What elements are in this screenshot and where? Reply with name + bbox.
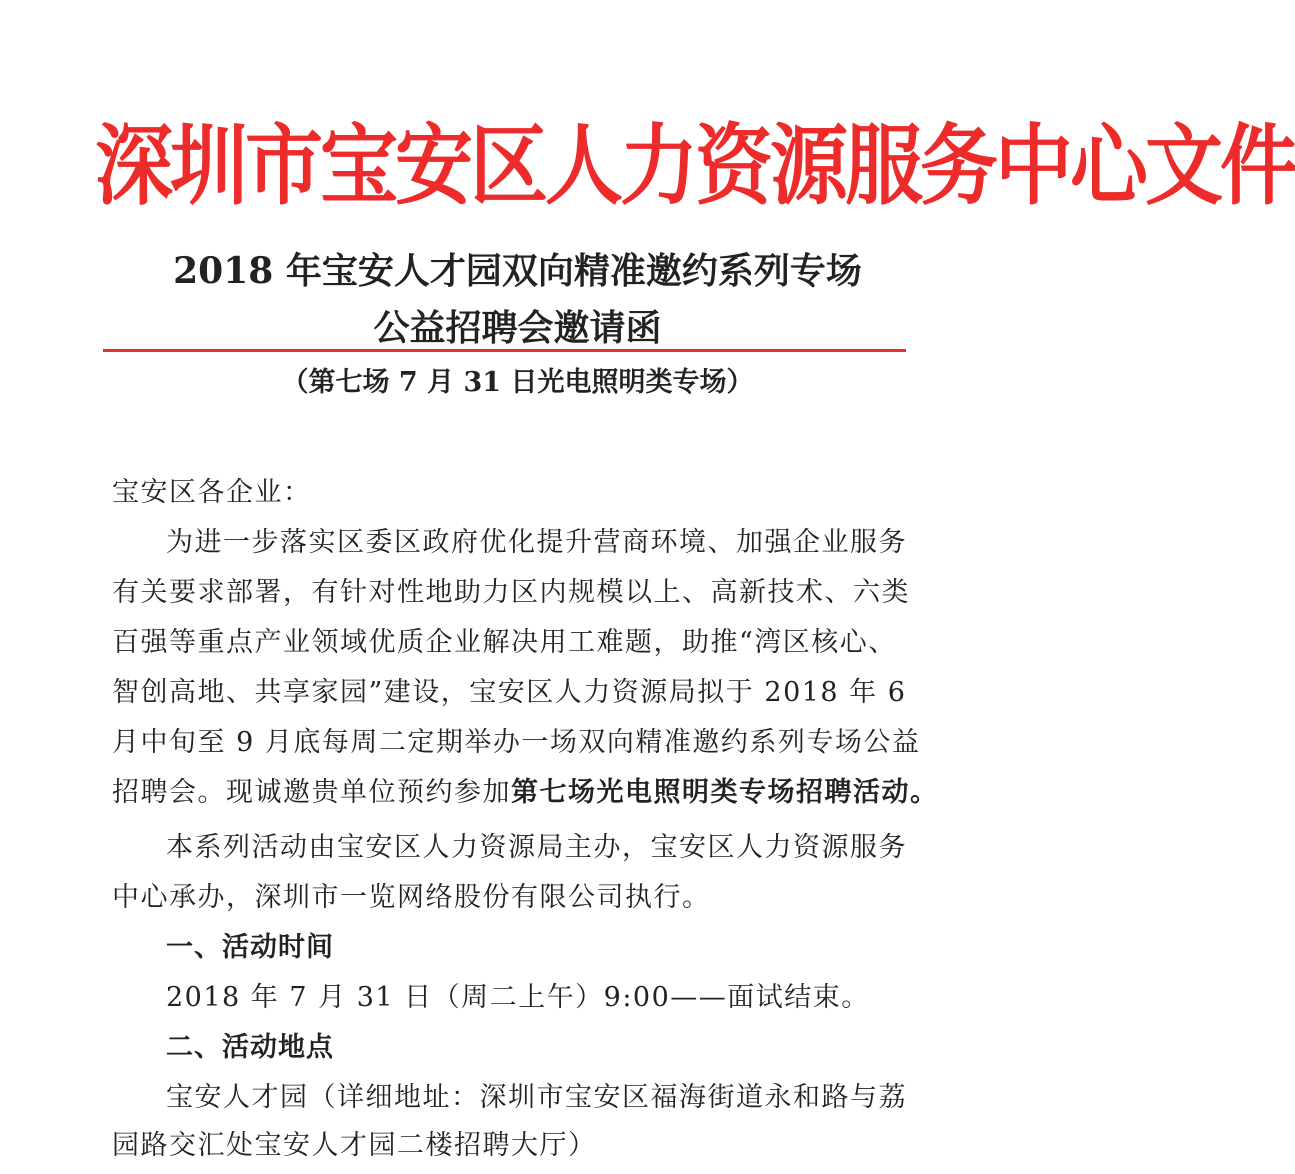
document-subtitle: （第七场 7 月 31 日光电照明类专场）: [281, 367, 754, 398]
document-title-line1: 2018 年宝安人才园双向精准邀约系列专场: [173, 250, 862, 292]
para1-line6: [112, 775, 939, 811]
para1-line2: 有关要求部署，有针对性地助力区内规模以上、高新技术、六类: [112, 577, 910, 608]
para1-line3: 百强等重点产业领域优质企业解决用工难题，助推“湾区核心、: [112, 627, 897, 658]
para1-line5: 月中旬至 9 月底每周二定期举办一场双向精准邀约系列专场公益: [112, 727, 921, 758]
section2-line2: 园路交汇处宝安人才园二楼招聘大厅）: [112, 1130, 597, 1161]
document-title-line2: 公益招聘会邀请函: [373, 307, 662, 349]
para1-line6-plain: 招聘会。现诚邀贵单位预约参加: [112, 777, 511, 808]
section1-heading: 一、活动时间: [166, 932, 334, 963]
salutation: 宝安区各企业：: [112, 477, 312, 508]
red-divider: [103, 349, 906, 352]
para2-line1: 本系列活动由宝安区人力资源局主办，宝安区人力资源服务: [166, 832, 907, 863]
para1-line6-bold: 第七场光电照明类专场招聘活动。: [511, 777, 939, 808]
section2-heading: 二、活动地点: [166, 1032, 334, 1063]
para1-line1: 为进一步落实区委区政府优化提升营商环境、加强企业服务: [166, 527, 907, 558]
section2-line1: 宝安人才园（详细地址：深圳市宝安区福海街道永和路与荔: [166, 1082, 907, 1113]
para1-line4: 智创高地、共享家园”建设，宝安区人力资源局拟于 2018 年 6: [112, 677, 907, 708]
masthead-title: 深圳市宝安区人力资源服务中心文件: [95, 115, 1295, 218]
para2-line2: 中心承办，深圳市一览网络股份有限公司执行。: [112, 882, 711, 913]
section1-text: 2018 年 7 月 31 日（周二上午）9:00——面试结束。: [166, 982, 870, 1013]
